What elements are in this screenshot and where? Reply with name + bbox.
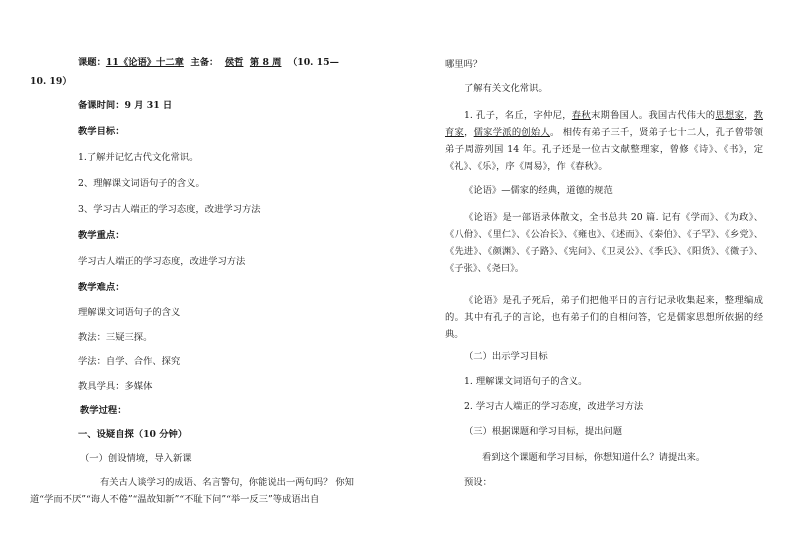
lead-name: 侯哲 [224, 57, 244, 68]
term-founder: 儒家学派的创始人 [473, 127, 551, 138]
objectives-heading: 教学目标： [78, 126, 125, 137]
confucius-text: 末期鲁国人。我国古代伟大的 [590, 110, 716, 121]
key-text: 学习古人端正的学习态度，改进学习方法 [78, 256, 246, 267]
prep-time: 备课时间：9 月 31 日 [78, 100, 173, 111]
continued-text: 哪里吗？ [445, 59, 483, 70]
objective-item: 2、理解课文词语句子的含义。 [78, 178, 205, 189]
lead-label: 主备： [190, 57, 219, 68]
confucius-text: 。 相传有弟子三千，贤弟子七十二人，孔子曾带领弟子周游列国 14 年。孔子还是一位古文献整理家，曾修《诗》、《书》，定《礼》、《乐》，序《周易》，作《春秋》。 [445, 127, 763, 172]
confucius-paragraph [445, 107, 763, 175]
date-range-start: （10. 15— [287, 57, 339, 68]
intro-paragraph-line: 道“学而不厌”“诲人不倦”“温故知新”“不耻下问”“举一反三”等成语出自 [30, 494, 320, 505]
term-spring-autumn: 春秋 [571, 110, 591, 121]
lunyu-paragraph: 《论语》是一部语录体散文，全书总共 20 篇. 记有《学而》、《为政》、《八佾》、《里仁》、《公冶长》、《雍也》、《述而》、《泰伯》、《子罕》、《乡党》、《先进》、《颜渊》、《子路》、《宪问》、《卫灵公》、《季氏》、《阳货》、《微子》、《子张》、《尧曰》。 [445, 212, 763, 274]
course-title: 11《论语》十二章 [105, 57, 184, 68]
subsection-heading: （一）创设情境，导入新课 [80, 453, 192, 464]
term-thinker: 思想家 [715, 110, 745, 121]
course-label: 课题： [78, 57, 106, 68]
lunyu-origin-paragraph: 《论语》是孔子死后，弟子们把他平日的言行记录收集起来，整理编成的。其中有孔子的言论，也有弟子们的自相问答，它是儒家思想所依据的经典。 [445, 295, 763, 340]
preset-label: 预设： [464, 477, 492, 488]
teaching-method: 教法：三疑三探。 [78, 332, 153, 343]
subsection-heading: （二）出示学习目标 [464, 351, 548, 362]
objective-item: 1.了解并记忆古代文化常识。 [78, 152, 199, 163]
culture-heading: 了解有关文化常识。 [464, 83, 548, 94]
difficulty-text: 理解课文词语句子的含义 [78, 307, 181, 318]
date-range-end: 10. 19） [30, 76, 72, 87]
key-heading: 教学重点： [78, 230, 125, 241]
section-one-heading: 一、设疑自探（10 分钟） [78, 429, 188, 440]
week-text: 第 8 周 [249, 57, 282, 68]
process-heading: 教学过程： [80, 405, 127, 416]
goal-item: 1. 理解课文词语句子的含义。 [464, 376, 588, 387]
teaching-tools: 教具学具：多媒体 [78, 381, 153, 392]
course-header [78, 57, 339, 69]
lunyu-heading: 《论语》—儒家的经典，道德的规范 [464, 185, 613, 196]
confucius-text: ， [744, 110, 754, 121]
subsection-heading: （三）根据课题和学习目标，提出问题 [464, 426, 623, 437]
learning-method: 学法：自学、合作、探究 [78, 356, 181, 367]
confucius-text: 1. 孔子，名丘，字仲尼， [464, 110, 572, 121]
question-prompt: 看到这个课题和学习目标，你想知道什么？请提出来。 [482, 452, 706, 463]
term-educator: 教育家 [445, 110, 763, 138]
intro-paragraph-line: 有关古人谈学习的成语、名言警句，你能说出一两句吗？ 你知 [100, 477, 354, 488]
difficulty-heading: 教学难点： [78, 282, 125, 293]
goal-item: 2. 学习古人端正的学习态度，改进学习方法 [464, 401, 644, 412]
objective-item: 3、学习古人端正的学习态度，改进学习方法 [78, 204, 261, 215]
confucius-text: ， [464, 127, 474, 138]
